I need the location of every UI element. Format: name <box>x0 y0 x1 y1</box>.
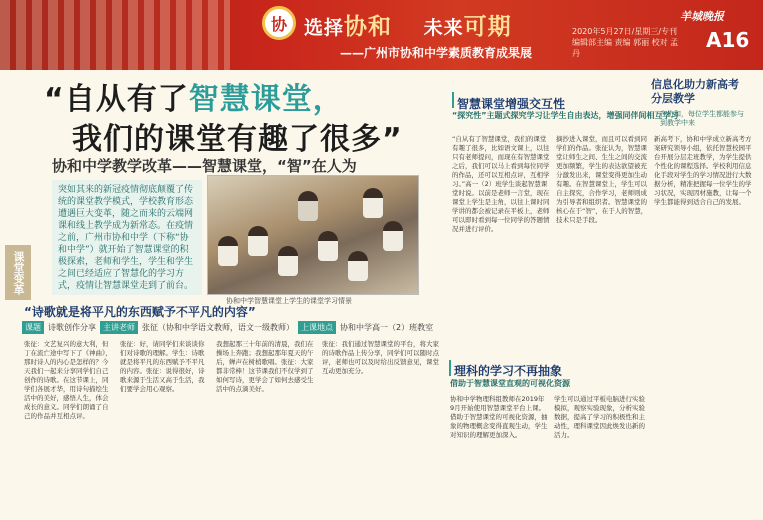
school-logo: 协 <box>262 6 296 40</box>
slogan-highlight-2: 可期 <box>463 14 512 40</box>
tag-value: 诗歌创作分享 <box>48 322 96 332</box>
banner-slogan <box>304 8 512 41</box>
theory-section-quote: 借助于智慧课堂直观的可视化资源 <box>450 379 570 388</box>
classroom-photo <box>207 175 419 295</box>
school-building-image <box>0 0 230 70</box>
poem-column-2: 张征：好，请同学们来谈谈你们对诗歌的理解。学生：诗歌就是将平凡的东西赋予不平凡的内容。张征：说得很好，诗歌来源于生活又高于生活，我们要学会用心观察。 <box>120 340 205 393</box>
section-rule <box>452 92 454 108</box>
poem-column-1: 张征：文艺复兴的意大利，但丁在流亡途中写下了《神曲》，那时诗人的内心是怎样的？今天我们一起来分享同学们自己创作的诗歌。在这节课上，同学们各展才华，用诗句描绘生活中的美好，感悟人生，体会成长的意义。同学们朗诵了自己的作品并互相点评。 <box>24 340 112 420</box>
poem-section-title: “诗歌就是将平凡的东西赋予不平凡的内容” <box>24 305 256 319</box>
info-sidebar-title: 信息化助力新高考分层教学 <box>651 78 739 105</box>
tag-label: 课题 <box>22 321 44 334</box>
theory-section-title: 理科的学习不再抽象 <box>454 364 563 378</box>
headline-highlight: 智慧课堂， <box>188 82 344 117</box>
smart-section-title: 智慧课堂增强交互性 <box>457 97 566 111</box>
tag-value: 协和中学高一（2）班教室 <box>340 322 434 332</box>
tag-label: 主讲老师 <box>100 321 138 334</box>
page-number: A16 <box>706 28 750 52</box>
photo-caption: 协和中学智慧课堂上学生的课堂学习情景 <box>226 297 352 305</box>
headline-prefix: “自从有了 <box>44 82 189 117</box>
poem-column-3: 我想起那三十年前的清晨，我们在操场上奔跑；我想起那年夏天的午后，蝉声在树梢歌唱。张征：大家都非常棒！这节课我们不仅学到了如何写诗，更学会了如何去感受生活中的点滴美好。 <box>216 340 314 393</box>
tag-value: 张征（协和中学语文教师，语文一级教师） <box>142 322 294 332</box>
issue-meta: 2020年5月27日/星期三/专刊编辑部主编 责编 郭丽 校对 孟丹 <box>572 27 679 58</box>
section-rule <box>449 360 451 376</box>
banner-subtitle: ——广州市协和中学素质教育成果展 <box>340 46 533 60</box>
headline-subtitle: 协和中学教学改革——智慧课堂，“智”在人为 <box>52 157 357 175</box>
tag-label: 上课地点 <box>298 321 336 334</box>
smart-column-1: “自从有了智慧课堂，我们的课堂有趣了很多，比如语文课上，以往只有老师提问，而现在有智慧课堂之后，我们可以马上看到每位同学的作品，还可以互相点评，互相学习。”高一（2）班学生谈起智慧课堂时说。以前是老师一言堂，现在课堂上学生是主角，以往上课时同学讲的都会被记录在平板上，老师可以即时看到每一位同学的答题情况并进行评价。 <box>452 135 550 233</box>
slogan-mid: 未来 <box>423 17 464 39</box>
theory-column-1: 协和中学物理科组教师在2019年9月开始使用智慧课堂平台上课。借助于智慧课堂的可视化资源，抽象的物理概念变得直观生动，学生对知识的理解更加深入。 <box>450 395 548 439</box>
headline-line-2: 我们的课堂有趣了很多” <box>72 122 403 157</box>
newspaper-logo: 羊城晚报 <box>680 10 724 23</box>
headline-line-1 <box>44 74 344 118</box>
theory-column-2: 学生可以通过平板电脑进行实验模拟，观察实验现象，分析实验数据，提高了学习的积极性和主动性，理科课堂因此焕发出新的活力。 <box>554 395 645 439</box>
smart-column-2: 摘抄进入课堂，而且可以看到同学们的作品。张征认为，智慧课堂让师生之间、生生之间的交流更加频繁，学生的表达欲望被充分激发出来，课堂变得更加生动有趣。在智慧课堂上，学生可以自主探究，合作学习，老师则成为引导者和组织者。智慧课堂的核心在于“智”，在于人的智慧，技术只是手段。 <box>556 135 648 224</box>
info-sidebar-body: 新高考下，协和中学成立新高考方案研究领导小组，依托智慧校园平台开展分层走班教学，为学生提供个性化的课程选择。学校利用信息化手段对学生的学习情况进行大数据分析，精准把握每一位学生的学习状况，实现因材施教，让每一个学生都能得到适合自己的发展。 <box>654 135 752 206</box>
slogan-highlight-1: 协和 <box>344 14 393 40</box>
intro-paragraph: 突如其来的新冠疫情彻底颠覆了传统的课堂教学模式，学校教育形态遭遇巨大变革，随之而来的云端网课和线上教学成为新常态。在疫情之前，广州市协和中学（下称“协和中学”）就开始了智慧课堂的积极探索，老师和学生，学生和学生之间已经适应了智慧化的学习方式，疫情让智慧课堂走到了前台。 <box>52 180 202 295</box>
slogan-prefix: 选择 <box>304 17 345 39</box>
section-ribbon <box>5 245 31 300</box>
lesson-info-row <box>22 320 433 334</box>
smart-section-quote: “探究性”主题式探究学习让学生自由表达，增强同伴间相互学习 <box>452 111 679 120</box>
poem-column-4: 张征：我们通过智慧课堂的平台，将大家的诗歌作品上传分享，同学们可以随时点评，老师也可以及时给出反馈意见，课堂互动更加充分。 <box>322 340 439 375</box>
info-sidebar-quote: 在协和，每位学生都能参与到教学中来 <box>660 110 744 127</box>
ribbon-label: 课堂变革 <box>12 250 25 295</box>
